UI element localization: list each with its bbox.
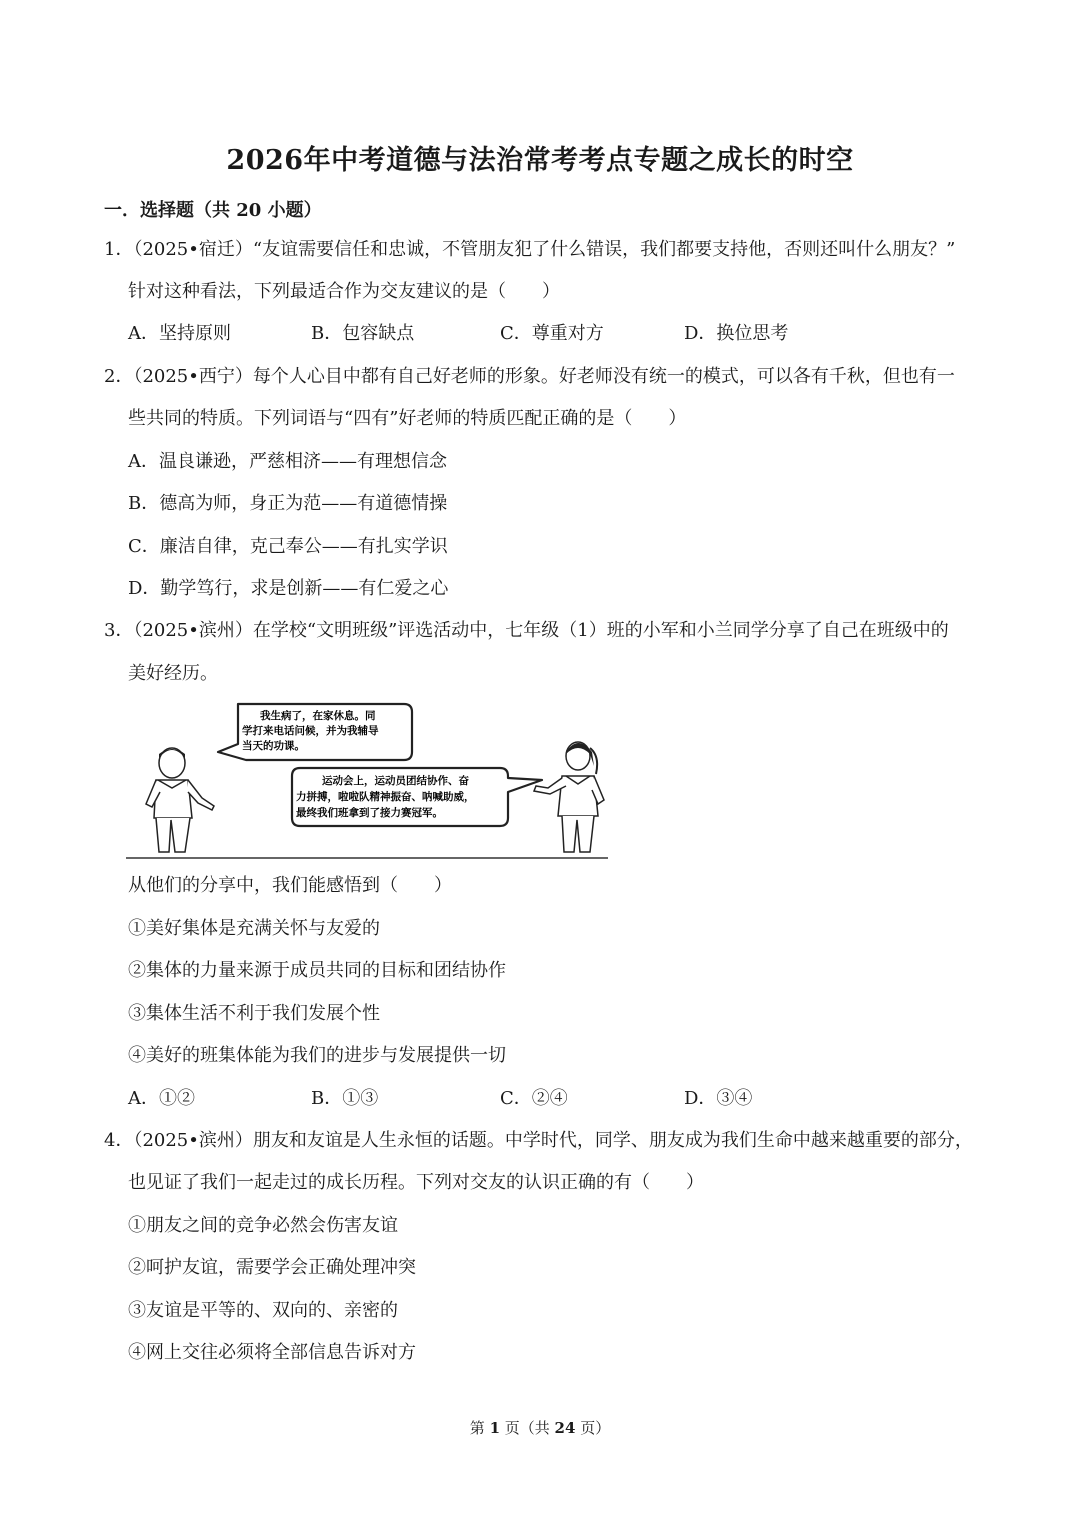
bubble-1-line-3: 当天的功课。 <box>242 740 305 752</box>
bubble-2-line-3: 最终我们班拿到了接力赛冠军。 <box>296 807 443 819</box>
question-4-item-2: ②呵护友谊，需要学会正确处理冲突 <box>128 1257 416 1278</box>
question-2-option-d: D．勤学笃行，求是创新——有仁爱之心 <box>128 578 449 599</box>
speech-bubble-1 <box>218 704 412 760</box>
bubble-2-line-2: 力拼搏，啦啦队精神振奋、呐喊助威， <box>296 791 475 803</box>
question-3-item-3: ③集体生活不利于我们发展个性 <box>128 1003 380 1024</box>
total-page-count: 24 <box>554 1419 576 1437</box>
question-4-line-2: 也见证了我们一起走过的成长历程。下列对交友的认识正确的有（ ） <box>128 1172 704 1193</box>
question-1-line-2: 针对这种看法，下列最适合作为交友建议的是（ ） <box>128 281 560 302</box>
girl-figure <box>534 742 604 852</box>
page-title: 2026年中考道德与法治常考考点专题之成长的时空 <box>226 145 854 176</box>
question-3-illustration <box>126 696 608 862</box>
footer-middle: 页（共 <box>500 1419 555 1437</box>
question-3-option-c: C．②④ <box>500 1088 568 1109</box>
question-3-item-4: ④美好的班集体能为我们的进步与发展提供一切 <box>128 1045 506 1066</box>
question-3-item-1: ①美好集体是充满关怀与友爱的 <box>128 918 380 939</box>
footer-suffix: 页） <box>575 1419 611 1437</box>
footer-prefix: 第 <box>469 1419 490 1437</box>
question-3-line-2: 美好经历。 <box>128 663 218 684</box>
boy-figure <box>146 748 214 852</box>
question-4-item-4: ④网上交往必须将全部信息告诉对方 <box>128 1342 416 1363</box>
question-2-option-b: B．德高为师，身正为范——有道德情操 <box>128 493 448 514</box>
question-3-option-b: B．①③ <box>311 1088 379 1109</box>
question-2-line-2: 些共同的特质。下列词语与“四有”好老师的特质匹配正确的是（ ） <box>128 408 687 429</box>
question-1-option-d: D．换位思考 <box>684 323 789 344</box>
question-3-option-d: D．③④ <box>684 1088 753 1109</box>
bubble-2-line-1: 运动会上，运动员团结协作、奋 <box>322 775 469 787</box>
question-1-option-c: C．尊重对方 <box>500 323 604 344</box>
bubble-1-line-1: 我生病了，在家休息。同 <box>260 710 376 722</box>
speech-bubble-2 <box>292 768 542 826</box>
question-4-item-3: ③友谊是平等的、双向的、亲密的 <box>128 1300 398 1321</box>
bubble-1-line-2: 学打来电话问候，并为我辅导 <box>242 725 379 737</box>
question-3-item-2: ②集体的力量来源于成员共同的目标和团结协作 <box>128 960 506 981</box>
page-footer <box>0 1417 1080 1438</box>
question-2-line-1: 2．（2025•西宁）每个人心目中都有自己好老师的形象。好老师没有统一的模式，可以各有千秋，但也有一 <box>104 366 955 387</box>
question-2-option-a: A．温良谦逊，严慈相济——有理想信念 <box>128 451 447 472</box>
question-4-item-1: ①朋友之间的竞争必然会伤害友谊 <box>128 1215 398 1236</box>
current-page-number: 1 <box>489 1419 500 1437</box>
question-3-prompt: 从他们的分享中，我们能感悟到（ ） <box>128 875 452 896</box>
section-heading: 一．选择题（共 20 小题） <box>104 200 322 221</box>
question-3-option-a: A．①② <box>128 1088 195 1109</box>
question-1-line-1: 1．（2025•宿迁）“友谊需要信任和忠诚，不管朋友犯了什么错误，我们都要支持他，否则还叫什么朋友？” <box>104 239 956 260</box>
question-1-option-a: A．坚持原则 <box>128 323 231 344</box>
question-3-line-1: 3．（2025•滨州）在学校“文明班级”评选活动中，七年级（1）班的小军和小兰同学分享了自己在班级中的 <box>104 620 949 641</box>
question-1-option-b: B．包容缺点 <box>311 323 415 344</box>
question-2-option-c: C．廉洁自律，克己奉公——有扎实学识 <box>128 536 448 557</box>
question-4-line-1: 4．（2025•滨州）朋友和友谊是人生永恒的话题。中学时代，同学、朋友成为我们生命中越来越重要的部分， <box>104 1130 973 1151</box>
